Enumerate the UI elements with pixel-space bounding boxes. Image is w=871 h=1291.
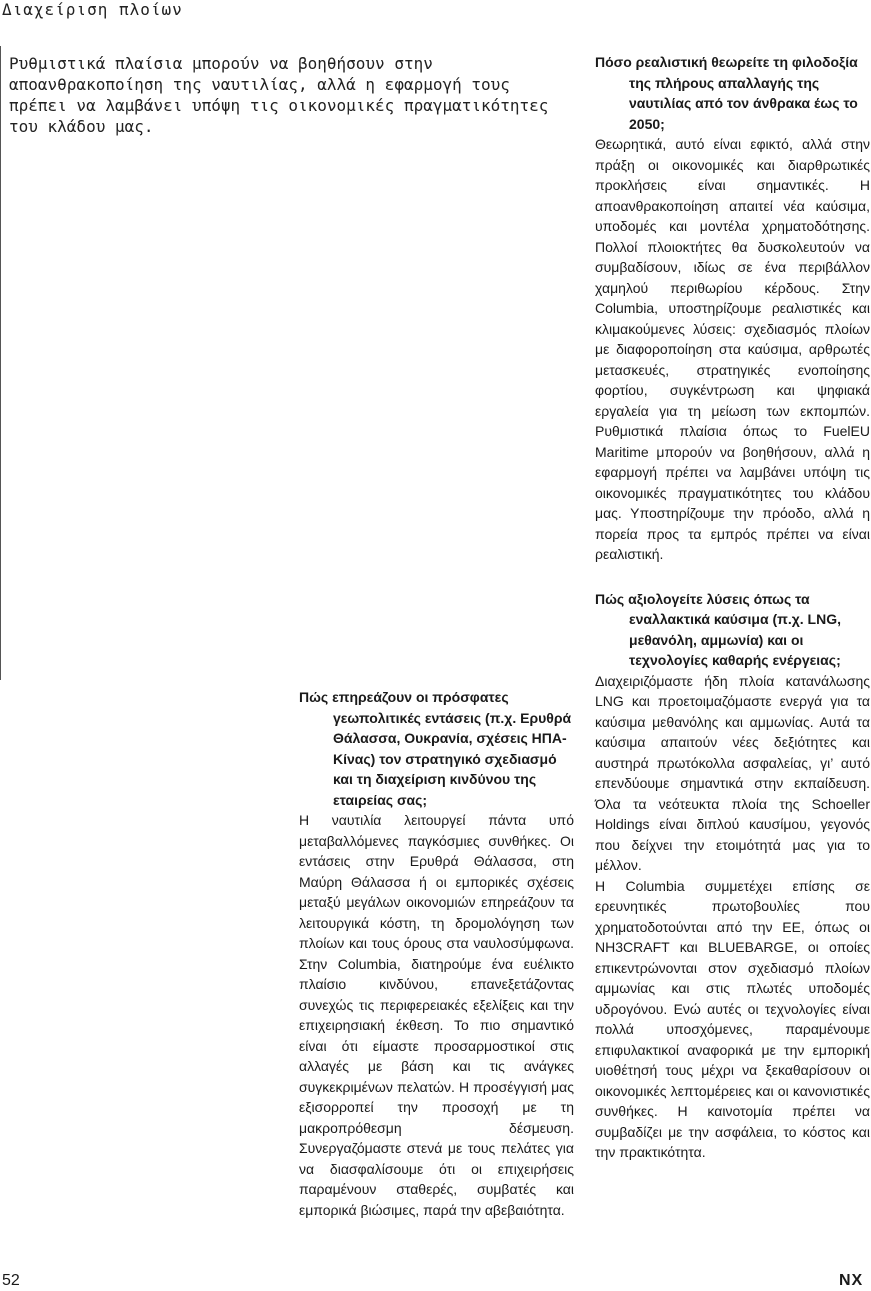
answer-alternative-fuels-1: Διαχειριζόμαστε ήδη πλοία κατανάλωσης LNG και προετοιμαζόμαστε ενεργά για τα καύσιμα μεθανόλης και αμμωνίας. Αυτά τα καύσιμα απαιτούν νέες δεξιότητες και αυστηρά πρωτόκολλα ασφαλείας, γι’ αυτό επενδύουμε σημαντικά στην εκπαίδευση. Όλα τα νεότευκτα πλοία της Schoeller Holdings είναι διπλού καυσίμου, γεγονός που δείχνει την ετοιμότητά μας για το μέλλον.: [595, 672, 870, 873]
pull-quote-frame: [0, 46, 576, 680]
right-column: [595, 52, 870, 1163]
question-alternative-fuels: Πώς αξιολογείτε λύσεις όπως τα εναλλακτικά καύσιμα (π.χ. LNG, μεθανόλη, αμμωνία) και οι τεχνολογίες καθαρής ενέργειας;: [595, 590, 842, 668]
question-fuel-2050: Πόσο ρεαλιστική θεωρείτε τη φιλοδοξία της πλήρους απαλλαγής της ναυτιλίας από τον άνθρακα έως το 2050;: [595, 54, 858, 132]
brand-logo: NX: [839, 1272, 864, 1289]
section-title: Διαχείριση πλοίων: [2, 0, 183, 19]
page-number: 52: [2, 1272, 20, 1289]
answer-fuel-2050: Θεωρητικά, αυτό είναι εφικτό, αλλά στην πράξη οι οικονομικές και διαρθρωτικές προκλήσεις είναι σημαντικές. Η απoανθρακοποίηση απαιτεί νέα καύσιμα, υποδομές και μοντέλα χρηματοδότησης. Πολλοί πλοιοκτήτες θα δυσκολευτούν να συμβαδίσουν, ιδίως σε ένα περιβάλλον χαμηλού περιθωρίου κέρδους. Στην Columbia, υποστηρίζουμε ρεαλιστικές και κλιμακούμενες λύσεις: σχεδιασμός πλοίων με διαφοροποίηση στα καύσιμα, αρθρωτές μετασκευές, στρατηγικές ενοποίησης φορτίου, συγκέντρωση και ψηφιακά εργαλεία για τη μείωση των εκπομπών. Ρυθμιστικά πλαίσια όπως το FuelEU Maritime μπορούν να βοηθήσουν, αλλά η εφαρμογή πρέπει να λαμβάνει υπόψη τις οικονομικές πραγματικότητες του κλάδου μας. Υποστηρίζουμε την πρόοδο, αλλά η πορεία προς τα εμπρός πρέπει να είναι ρεαλιστική.: [595, 136, 870, 562]
question-geopolitics: Πώς επηρεάζουν οι πρόσφατες γεωπολιτικές εντάσεις (π.χ. Ερυθρά Θάλασσα, Ουκρανία, σχέσεις ΗΠΑ-Κίνας) τον στρατηγικό σχεδιασμό και τη διαχείριση κινδύνου της εταιρείας σας;: [299, 689, 572, 808]
answer-alternative-fuels-2: Η Columbia συμμετέχει επίσης σε ερευνητικές πρωτοβουλίες που χρηματοδοτούνται από την ΕΕ, όπως οι NH3CRAFT και BLUEBARGE, οι οποίες επικεντρώνονται στον σχεδιασμό πλοίων αμμωνίας και στις πλωτές υποδομές υδρογόνου. Ενώ αυτές οι τεχνολογίες είναι πολλά υποσχόμενες, παραμένουμε επιφυλακτικοί αναφορικά με την εμπορική υιοθέτησή τους μέχρι να ξεκαθαρίσουν οι οικονομικές λεπτομέρειες και οι κανονιστικές συνθήκες. Η καινοτομία πρέπει να συμβαδίζει με την ασφάλεια, το κόστος και την πρακτικότητα.: [595, 877, 870, 1160]
middle-column: [299, 687, 574, 1220]
answer-geopolitics: Η ναυτιλία λειτουργεί πάντα υπό μεταβαλλόμενες παγκόσμιες συνθήκες. Οι εντάσεις στην Ερυθρά Θάλασσα, στη Μαύρη Θάλασσα ή οι εμπορικές σχέσεις μεταξύ μεγάλων οικονομιών επηρεάζουν τα λειτουργικά κόστη, τη δρομολόγηση των πλοίων και τους όρους στα ναυλοσύμφωνα. Στην Columbia, διατηρούμε ένα ευέλικτο πλαίσιο κινδύνου, επανεξετάζοντας συνεχώς τις περιφερειακές εξελίξεις και την επιχειρησιακή έκθεση. Το πιο σημαντικό είναι ότι είμαστε προσαρμοστικοί στις αλλαγές με βάση και τις ανάγκες συγκεκριμένων πελατών. Η προσέγγισή μας εξισορροπεί την προσοχή με τη μακροπρόθεσμη δέσμευση. Συνεργαζόμαστε στενά με τους πελάτες για να διασφαλίσουμε ότι οι επιχειρήσεις παραμένουν σταθερές, συμβατές και εμπορικά βιώσιμες, παρά την αβεβαιότητα.: [299, 812, 574, 1218]
pull-quote: Ρυθμιστικά πλαίσια μπορούν να βοηθήσουν στην απoανθρακοποίηση της ναυτιλίας, αλλά η εφαρμογή τους πρέπει να λαμβάνει υπόψη τις οικονομικές πραγματικότητες του κλάδου μας.: [9, 54, 549, 136]
